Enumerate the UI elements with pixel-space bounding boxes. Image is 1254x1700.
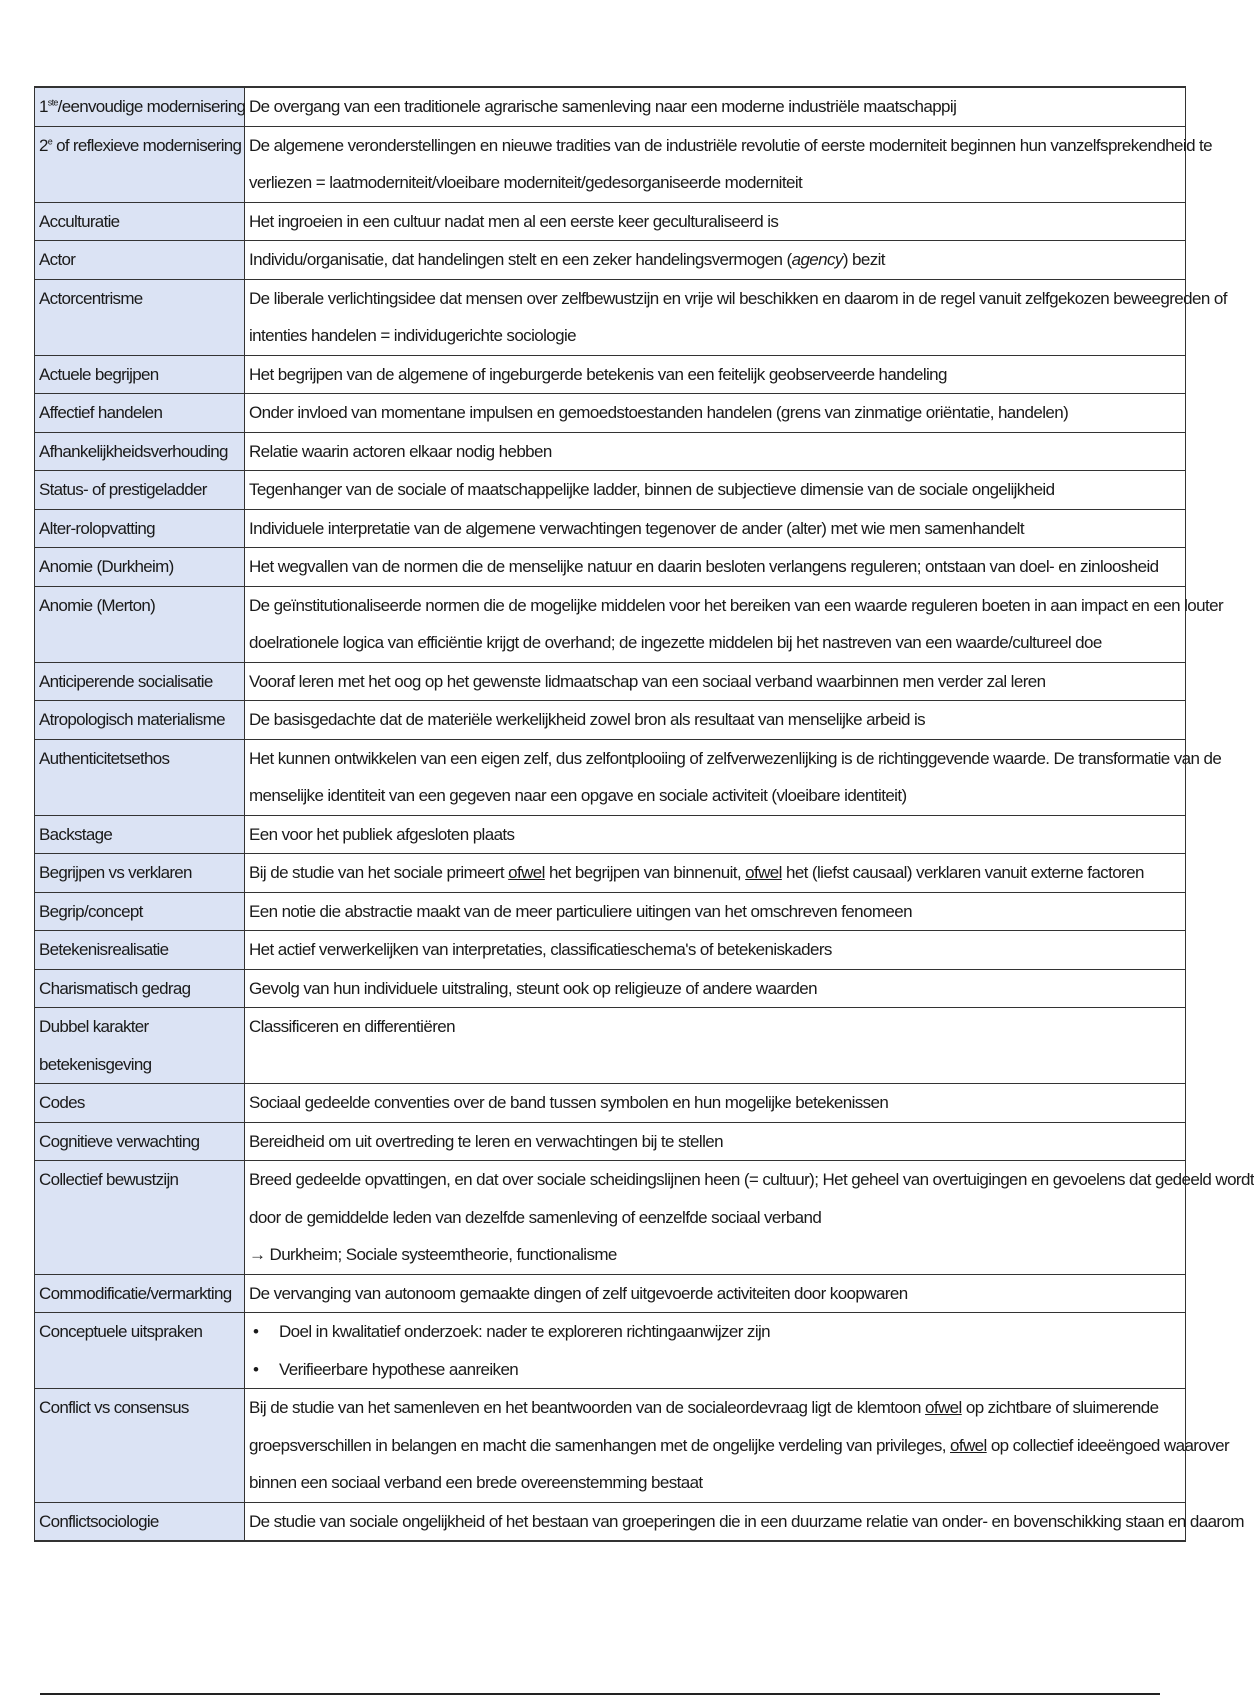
definition-cell [245,279,1227,355]
term-cell: Acculturatie [35,202,245,241]
term-cell: Codes [35,1084,245,1123]
definition-cell: Tegenhanger van de sociale of maatschappelijke ladder, binnen de subjectieve dimensie van de sociale ongelijkheid [245,471,1186,510]
table-row [35,1161,1186,1275]
term-cell: Collectief bewustzijn [35,1161,245,1275]
table-row [35,739,1186,815]
definition-cell: Een voor het publiek afgesloten plaats [245,815,1186,854]
table-row [35,969,1186,1008]
definition-text: Bij de studie van het sociale primeert [249,863,509,882]
table-row [35,1008,1186,1084]
definition-cell [245,586,1224,662]
term-number: 2 [39,135,48,155]
definition-cell: Een notie die abstractie maakt van de meer particuliere uitingen van het omschreven fenomeen [245,892,1186,931]
definition-cell: Classificeren en differentiëren [245,1008,1186,1084]
definition-line: intenties handelen = individugerichte sociologie [249,326,577,345]
bullet-item [249,1351,1181,1389]
table-row [35,1313,1186,1389]
definition-cell: Sociaal gedeelde conventies over de band tussen symbolen en hun mogelijke betekenissen [245,1084,1186,1123]
term-cell: Anomie (Merton) [35,586,245,662]
table-row [35,471,1186,510]
term-cell: Betekenisrealisatie [35,931,245,970]
bullet-icon: • [253,1359,259,1379]
definition-cell: Onder invloed van momentane impulsen en gemoedstoestanden handelen (grens van zinmatige oriëntatie, handelen) [245,394,1186,433]
term-line: Dubbel karakter [39,1017,149,1036]
definition-line: doelrationele logica van efficiëntie krijgt de overhand; de ingezette middelen bij het nastreven van een waarde/cultureel doe [249,633,1102,652]
definition-line: → Durkheim; Sociale systeemtheorie, functionalisme [249,1245,617,1264]
table-row [35,892,1186,931]
definition-underline: ofwel [508,863,545,882]
table-row [35,1274,1186,1313]
definition-text: op zichtbare of sluimerende [961,1398,1159,1417]
table-row [35,394,1186,433]
definition-line: binnen een sociaal verband een brede overeenstemming bestaat [249,1473,703,1492]
term-cell: Anomie (Durkheim) [35,548,245,587]
definition-cell [245,126,1213,202]
definition-line: De algemene veronderstellingen en nieuwe tradities van de industriële revolutie of eerste moderniteit beginnen hun vanzelfsprekendheid te [249,135,1213,155]
definition-cell [245,1313,1186,1389]
definition-cell: De overgang van een traditionele agrarische samenleving naar een moderne industriële maatschappij [245,87,1186,126]
definition-line: Het kunnen ontwikkelen van een eigen zelf, dus zelfontplooiing of zelfverwezenlijking is de richtinggevende waarde. De transformatie van de [249,748,1222,768]
term-cell: Atropologisch materialisme [35,701,245,740]
definition-text: groepsverschillen in belangen en macht die samenhangen met de ongelijke verdeling van privileges, [249,1435,951,1455]
table-row [35,279,1186,355]
table-row [35,202,1186,241]
term-cell [35,126,245,202]
table-row [35,509,1186,548]
bullet-icon: • [253,1322,259,1341]
term-cell: Authenticitetsethos [35,739,245,815]
table-row [35,87,1186,126]
term-cell: Begrip/concept [35,892,245,931]
definition-line: De liberale verlichtingsidee dat mensen over zelfbewustzijn en vrije wil beschikken en daarom in de regel vanuit zelfgekozen beweegreden of [249,288,1227,308]
definition-text: Bij de studie van het samenleven en het beantwoorden van de socialeordevraag ligt de klemtoon [249,1398,926,1417]
term-cell: Begrijpen vs verklaren [35,854,245,893]
definition-cell [245,1161,1254,1275]
term-cell: Commodificatie/vermarkting [35,1274,245,1313]
definition-text: ) bezit [842,250,885,269]
term-cell: Actor [35,241,245,280]
definition-line: door de gemiddelde leden van dezelfde samenleving of eenzelfde sociaal verband [249,1207,822,1227]
table-row [35,662,1186,701]
table-row [35,1084,1186,1123]
definition-underline: ofwel [925,1398,962,1417]
definition-cell: Bereidheid om uit overtreding te leren en verwachtingen bij te stellen [245,1122,1186,1161]
term-cell: Afhankelijkheidsverhouding [35,432,245,471]
definition-cell [245,1389,1230,1503]
definition-line [249,1427,1230,1465]
table-row [35,1122,1186,1161]
definition-cell: De basisgedachte dat de materiële werkelijkheid zowel bron als resultaat van menselijke arbeid is [245,701,1186,740]
definition-cell: De vervanging van autonoom gemaakte dingen of zelf uitgevoerde activiteiten door koopwaren [245,1274,1186,1313]
table-row [35,1389,1186,1503]
table-row [35,931,1186,970]
term-cell: Conflict vs consensus [35,1389,245,1503]
definition-line: verliezen = laatmoderniteit/vloeibare moderniteit/gedesorganiseerde moderniteit [249,173,803,192]
term-cell [35,87,245,126]
definition-cell: Het begrijpen van de algemene of ingeburgerde betekenis van een feitelijk geobserveerde handeling [245,355,1186,394]
definition-cell: Gevolg van hun individuele uitstraling, steunt ook op religieuze of andere waarden [245,969,1186,1008]
table-row [35,815,1186,854]
table-row [35,241,1186,280]
term-cell: Affectief handelen [35,394,245,433]
term-cell: Conflictsociologie [35,1502,245,1541]
table-row [35,355,1186,394]
definition-cell [245,241,1186,280]
term-superscript: e [47,135,53,146]
definition-cell: Vooraf leren met het oog op het gewenste lidmaatschap van een sociaal verband waarbinnen men verder zal leren [245,662,1186,701]
definition-cell: Individuele interpretatie van de algemene verwachtingen tegenover de ander (alter) met wie men samenhandelt [245,509,1186,548]
definition-underline: ofwel [950,1435,987,1455]
term-cell: Charismatisch gedrag [35,969,245,1008]
term-cell: Status- of prestigeladder [35,471,245,510]
definition-line: Breed gedeelde opvattingen, en dat over sociale scheidingslijnen heen (= cultuur); Het geheel van overtuigingen en gevoelens dat gedeeld wordt [249,1170,1254,1189]
table-row [35,548,1186,587]
term-number: 1 [39,97,48,116]
definition-text: het (liefst causaal) verklaren vanuit externe factoren [781,863,1144,882]
term-line: betekenisgeving [39,1054,152,1074]
table-row [35,586,1186,662]
definition-cell [245,739,1222,815]
definition-text: op collectief ideeëngoed waarover [986,1435,1230,1455]
definition-text: Individu/organisatie, dat handelingen stelt en een zeker handelingsvermogen ( [249,250,792,269]
definition-cell: Het actief verwerkelijken van interpretaties, classificatieschema's of betekeniskaders [245,931,1186,970]
table-row [35,1502,1186,1541]
definition-italic: agency [791,250,843,269]
term-cell: Conceptuele uitspraken [35,1313,245,1389]
definition-line: De geïnstitutionaliseerde normen die de mogelijke middelen voor het bereiken van een waarde reguleren boeten in aan impact en een louter [249,595,1224,615]
bullet-text: Doel in kwalitatief onderzoek: nader te exploreren richtingaanwijzer zijn [279,1322,771,1341]
definition-cell: De studie van sociale ongelijkheid of het bestaan van groeperingen die in een duurzame relatie van onder- en bovenschikking staan en daarom [245,1502,1186,1541]
definition-line [249,1389,1181,1427]
term-text: /eenvoudige modernisering [57,97,246,116]
definition-text: het begrijpen van binnenuit, [544,863,746,882]
definition-cell: Het ingroeien in een cultuur nadat men al een eerste keer geculturaliseerd is [245,202,1186,241]
definition-cell [245,854,1186,893]
term-cell: Actuele begrijpen [35,355,245,394]
term-superscript: ste [47,97,58,108]
term-text: of reflexieve modernisering [52,135,242,155]
table-row [35,701,1186,740]
bullet-text: Verifieerbare hypothese aanreiken [279,1359,519,1379]
table-row [35,854,1186,893]
definition-line: menselijke identiteit van een gegeven naar een opgave en sociale activiteit (vloeibare identiteit) [249,786,907,805]
glossary-sheet [34,86,1254,1542]
page-divider [40,1693,1160,1695]
bullet-item [249,1313,1181,1351]
term-cell: Cognitieve verwachting [35,1122,245,1161]
term-cell: Backstage [35,815,245,854]
term-cell [35,1008,245,1084]
glossary-table [34,86,1254,1542]
term-cell: Anticiperende socialisatie [35,662,245,701]
definition-cell: Het wegvallen van de normen die de menselijke natuur en daarin besloten verlangens reguleren; ontstaan van doel- en zinloosheid [245,548,1186,587]
table-row [35,432,1186,471]
table-row [35,126,1186,202]
term-cell: Alter-rolopvatting [35,509,245,548]
definition-cell: Relatie waarin actoren elkaar nodig hebben [245,432,1186,471]
definition-underline: ofwel [745,863,782,882]
term-cell: Actorcentrisme [35,279,245,355]
